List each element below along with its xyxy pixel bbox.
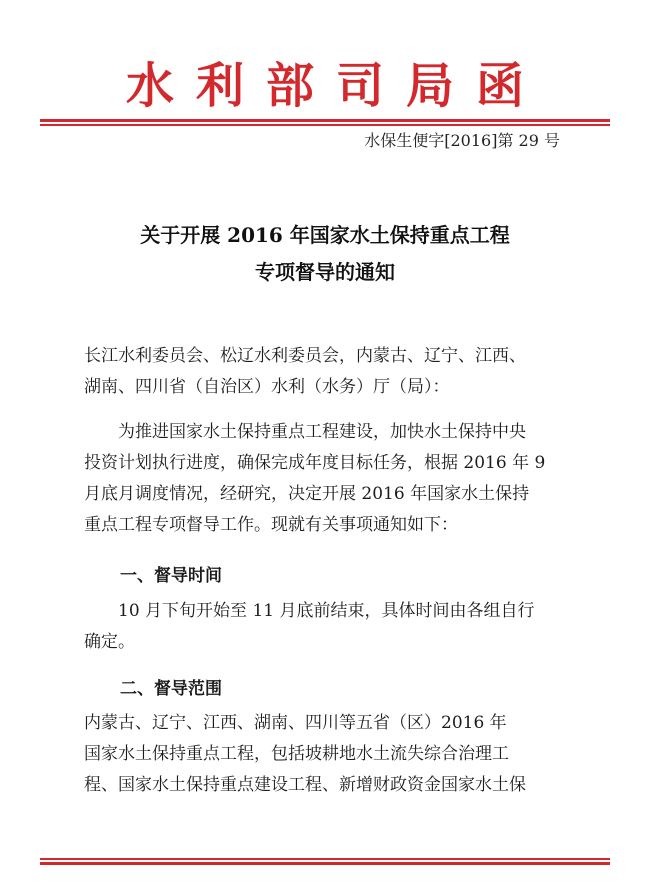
section-1-heading: 一、督导时间 [120,566,222,586]
section-2-line-2: 国家水土保持重点工程，包括坡耕地水土流失综合治理工 [84,744,509,764]
section-1-body [84,596,576,658]
intro-line-3: 月底月调度情况，经研究，决定开展 2016 年国家水土保持 [84,484,530,504]
footer-rule-thin [40,858,610,860]
masthead-rule-thick [40,119,610,122]
footer-rule-thick [40,862,610,865]
notice-title-line-2: 专项督导的通知 [255,260,395,284]
addressees-block [84,341,576,403]
section-1-line-1: 10 月下旬开始至 11 月底前结束，具体时间由各组自行 [118,601,535,621]
addressees-line-1: 长江水利委员会、松辽水利委员会，内蒙古、辽宁、江西、 [84,346,526,366]
addressees-line-2: 湖南、四川省（自治区）水利（水务）厅（局）： [84,377,450,397]
section-1-line-2: 确定。 [84,632,135,652]
masthead-rule-thin [40,124,610,126]
section-2-heading: 二、督导范围 [120,679,222,699]
intro-line-2: 投资计划执行进度，确保完成年度目标任务，根据 2016 年 9 [84,453,546,473]
notice-title-line-1: 关于开展 2016 年国家水土保持重点工程 [140,223,510,247]
intro-paragraph [84,417,576,541]
section-2-body [84,708,576,801]
masthead-title: 水利部司局函 [125,58,546,114]
section-2-line-1: 内蒙古、辽宁、江西、湖南、四川等五省（区）2016 年 [84,713,507,733]
document-number: 水保生便字[2016]第 29 号 [364,131,560,150]
intro-line-4: 重点工程专项督导工作。现就有关事项通知如下： [84,515,458,535]
intro-line-1: 为推进国家水土保持重点工程建设，加快水土保持中央 [118,422,526,442]
section-2-line-3: 程、国家水土保持重点建设工程、新增财政资金国家水土保 [84,775,526,795]
